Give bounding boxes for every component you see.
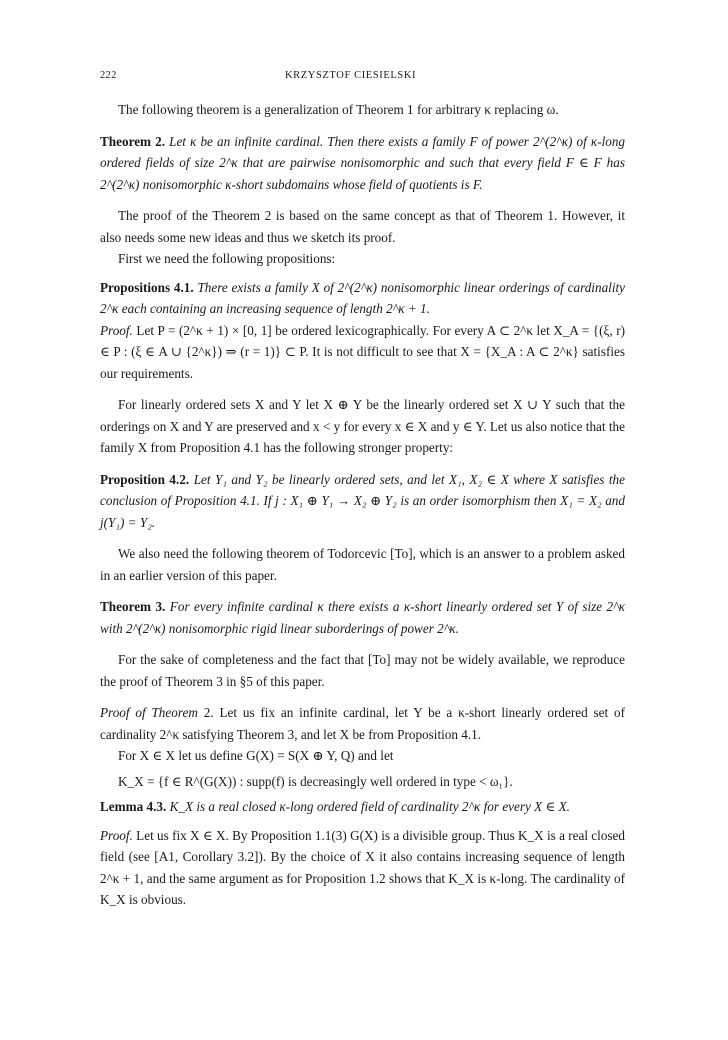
page-header xyxy=(100,70,625,81)
lemma-4-3 xyxy=(100,796,625,818)
lemma-4-3-heading: Lemma 4.3. xyxy=(100,799,167,814)
proof-4-1 xyxy=(100,320,625,385)
proof-theorem-2-label: Proof of Theorem xyxy=(100,705,198,720)
proof-theorem-2-body: 2. Let us fix an infinite cardinal, let Y be a κ-short linearly ordered set of cardinality 2^κ satisfying Theorem 3, and let X be from Proposition 4.1. xyxy=(100,705,626,742)
theorem-2-heading: Theorem 2. xyxy=(100,133,166,149)
proposition-4-1-body: There exists a family X of 2^(2^κ) nonisomorphic linear orderings of cardinality 2^κ each containing an increasing sequence of length 2^κ + 1. xyxy=(100,279,626,316)
theorem-3-body: For every infinite cardinal κ there exists a κ-short linearly ordered set Y of size 2^κ with 2^(2^κ) nonisomorphic rigid linear suborderings of power 2^κ. xyxy=(100,599,626,636)
proposition-4-1 xyxy=(100,277,625,320)
page-number: 222 xyxy=(100,70,117,81)
proof-4-3-label: Proof. xyxy=(100,827,133,843)
need-propositions-line: First we need the following propositions: xyxy=(118,251,336,266)
proof-4-1-label: Proof. xyxy=(100,322,133,338)
proposition-4-2 xyxy=(100,469,625,534)
proof-4-1-body: Let P = (2^κ + 1) × [0, 1] be ordered lexicographically. For every A ⊂ 2^κ let X_A = {(ξ, r) ∈ P : (ξ ∈ A ∪ {2^κ}) ⇒ (r = 1)} ⊂ P. It is not difficult to see that X = {X_A : A ⊂ 2^κ} satisfies our requirements. xyxy=(100,322,626,381)
proposition-4-1-heading: Propositions 4.1. xyxy=(100,279,194,295)
proof-theorem-2 xyxy=(100,702,625,745)
page xyxy=(100,70,625,911)
define-g-line: For X ∈ X let us define G(X) = S(X ⊕ Y, Q) and let xyxy=(118,748,394,763)
lemma-4-3-body: K_X is a real closed κ-long ordered field of cardinality 2^κ for every X ∈ X. xyxy=(169,799,570,814)
linear-sets-paragraph: For linearly ordered sets X and Y let X ⊕ Y be the linearly ordered set X ∪ Y such that the orderings on X and Y are preserved and x < y for every x ∈ X and y ∈ Y. Let us also notice that the family X from Proposition 4.1 has the following stronger property: xyxy=(100,397,625,455)
proposition-4-2-body: Let Y₁ and Y₂ be linearly ordered sets, and let X₁, X₂ ∈ X where X satisfies the conclusion of Proposition 4.1. If j : X₁ ⊕ Y₁ → X₂ ⊕ Y₂ is an order isomorphism then X₁ = X₂ and j(Y₁) = Y₂. xyxy=(100,471,626,530)
display-equation-k: K_X = {f ∈ R^(G(X)) : supp(f) is decreasingly well ordered in type < ω₁}. xyxy=(118,773,513,789)
todorcevic-paragraph: We also need the following theorem of Todorcevic [To], which is an answer to a problem asked in an earlier version of this paper. xyxy=(100,546,625,583)
completeness-paragraph: For the sake of completeness and the fact that [To] may not be widely available, we reproduce the proof of Theorem 3 in §5 of this paper. xyxy=(100,652,625,689)
proof-4-3-body: Let us fix X ∈ X. By Proposition 1.1(3) G(X) is a divisible group. Thus K_X is a real closed field (see [A1, Corollary 3.2]). By the choice of X it also contains increasing sequence of length 2^κ + 1, and the same argument as for Proposition 1.2 shows that K_X is κ-long. The cardinality of K_X is obvious. xyxy=(100,827,626,907)
intro-paragraph: The following theorem is a generalization of Theorem 1 for arbitrary κ replacing ω. xyxy=(118,102,559,117)
proof-4-3 xyxy=(100,825,625,911)
theorem-2-body: Let κ be an infinite cardinal. Then there exists a family F of power 2^(2^κ) of κ-long ordered fields of size 2^κ that are pairwise nonisomorphic and such that every field F ∈ F has 2^(2^κ) nonisomorphic κ-short subdomains whose field of quotients is F. xyxy=(100,133,626,192)
theorem-3 xyxy=(100,596,625,639)
running-head: KRZYSZTOF CIESIELSKI xyxy=(285,70,417,81)
proof-concept-paragraph: The proof of the Theorem 2 is based on the same concept as that of Theorem 1. However, it also needs some new ideas and thus we sketch its proof. xyxy=(100,208,625,245)
proposition-4-2-heading: Proposition 4.2. xyxy=(100,471,190,487)
theorem-3-heading: Theorem 3. xyxy=(100,599,166,614)
theorem-2 xyxy=(100,131,625,196)
